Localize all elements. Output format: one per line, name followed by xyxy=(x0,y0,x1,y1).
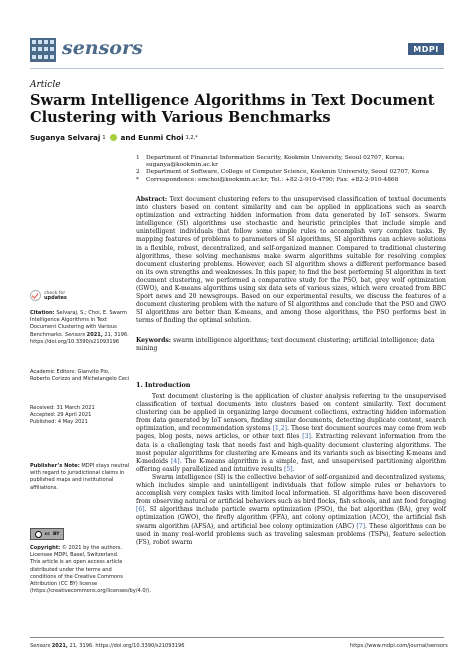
author-superscript: 1,2,* xyxy=(185,134,198,141)
citation-link[interactable]: [7] xyxy=(356,522,366,530)
citation-link[interactable]: [3] xyxy=(302,433,311,441)
check-for-updates-badge[interactable] xyxy=(30,290,67,301)
abstract-text: Text document clustering refers to the unsupervised classification of textual documents into clusters based on content similarity and can be applied in applications such as search optimization and extracting hidden information from data generated by IoT sensors. Swarm intelligence (SI) algorithms use stochastic and heuristic principles that include simple and unintelligent individuals that follow some simple rules to accomplish very complex tasks. By mapping features of problems to parameters of SI algorithms, SI algorithms can achieve solutions in a flexible, robust, decentralized, and self-organized manner. Compared to traditional clustering algorithms, these solving mechanisms make swarm algorithms suitable for resolving complex document clustering problems. However, each SI algorithm shows a different performance based on its own strengths and weaknesses. In this paper, to find the best performing SI algorithm in text document clustering, we performed a comparative study for the PSO, bat, grey wolf optimization (GWO), and K-means algorithms using six data sets of various sizes, which were created from BBC Sport news and 20 newsgroups. Based on our experimental results, we discuss the features of a document clustering problem with the nature of SI algorithms and conclude that the PSO and GWO SI algorithms are better than K-means, and among those algorithms, the PSO performs best in terms of finding the optimal solution. xyxy=(136,196,446,325)
paragraph-text: . Extracting relevant information from the data is a challenging task that needs fast and high-quality document clustering algorithms. The most popular algorithms for clustering are K-means and its variants such as bisecting K-means and K-medoids xyxy=(136,433,446,465)
citation-link[interactable]: [5] xyxy=(284,465,293,473)
footer-doi[interactable]: 21, 3196. https://doi.org/10.3390/s21093196 xyxy=(69,643,185,649)
published-date: Published: 4 May 2021 xyxy=(30,419,88,426)
abstract-label: Abstract: xyxy=(136,196,168,203)
paragraph xyxy=(136,474,446,547)
publication-dates xyxy=(30,405,130,427)
orcid-icon[interactable] xyxy=(110,134,117,141)
article-type: Article xyxy=(30,80,61,90)
publisher-note-label: Publisher’s Note: xyxy=(30,463,80,469)
copyright-block xyxy=(30,545,151,595)
affiliation-item xyxy=(136,169,446,176)
body-text xyxy=(136,393,446,547)
footer-journal-url[interactable]: https://www.mdpi.com/journal/sensors xyxy=(350,643,448,649)
cc-by-label: BY xyxy=(53,531,60,537)
publisher-note xyxy=(30,463,130,492)
keywords xyxy=(136,337,446,353)
paragraph xyxy=(136,393,446,474)
section-heading: 1. Introduction xyxy=(136,381,191,389)
cc-label: cc xyxy=(44,531,50,537)
check-updates-text xyxy=(44,291,67,301)
affiliation-text: Department of Financial Information Security, Kookmin University, Seoul 02707, Korea; suganya@kookmin.ac.kr xyxy=(146,155,405,169)
keywords-text: swarm intelligence algorithms; text document clustering; artificial intelligence; data mining xyxy=(136,337,435,353)
citation-label: Citation: xyxy=(30,310,55,316)
affiliation-mark: 1 xyxy=(136,155,140,161)
check-updates-line1: check for xyxy=(44,290,66,296)
citation-year: 2021, xyxy=(86,331,103,338)
citation-link[interactable]: [6] xyxy=(136,506,145,514)
footer-divider xyxy=(30,637,444,638)
paragraph-text: . These text document sources may come from web pages, blog posts, news articles, or other text files xyxy=(136,425,446,441)
received-date: Received: 31 March 2021 xyxy=(30,405,95,411)
publisher-note-text: MDPI stays neutral with regard to jurisdictional claims in published maps and institutional affiliations. xyxy=(30,463,130,491)
mdpi-logo[interactable]: MDPI xyxy=(408,43,444,55)
paragraph-text: Text document clustering is the application of cluster analysis referring to the unsupervised classification of textual documents into clusters based on content similarity. Text document clustering can be applied in organizing large document collections, extracting hidden information from data generated by IoT sensors, finding similar documents, detecting duplicate content, search optimization, and recommendation systems xyxy=(136,393,446,433)
header-divider xyxy=(30,68,444,69)
correspondence-text: Correspondence: emchoi@kookmin.ac.kr; Tel.: +82-2-910-4790; Fax: +82-2-910-4868 xyxy=(146,176,399,183)
accepted-date: Accepted: 29 April 2021 xyxy=(30,412,92,419)
author-list xyxy=(30,133,198,142)
author-superscript: 1 xyxy=(102,134,106,141)
cc-circle-icon xyxy=(35,531,42,538)
citation-journal: Sensors xyxy=(64,331,86,338)
footer-year: 2021, xyxy=(51,643,68,649)
citation-link[interactable]: [4] xyxy=(171,457,180,465)
paragraph-text: . The K-means algorithm is a simple, fast, and unsupervised partitioning algorithm offering easily parallelized and intuitive results xyxy=(136,457,446,473)
citation-link[interactable]: [1,2] xyxy=(272,425,288,433)
affiliations xyxy=(136,155,446,184)
paper-title: Swarm Intelligence Algorithms in Text Document Clustering with Various Benchmarks xyxy=(30,92,435,126)
copyright-label: Copyright: xyxy=(30,545,61,551)
journal-logo-icon xyxy=(30,38,56,62)
paragraph-text: . These algorithms can be used in many real-world problems such as traveling salesman problems (TSPs), feature selection (FS), robot swarm xyxy=(136,522,446,546)
journal-name: sensors xyxy=(62,37,143,59)
paragraph-text: . xyxy=(292,465,295,473)
affiliation-item xyxy=(136,177,446,184)
footer-citation xyxy=(30,643,185,649)
abstract xyxy=(136,196,446,326)
check-updates-icon xyxy=(30,290,41,301)
affiliation-item xyxy=(136,155,446,169)
citation-block xyxy=(30,310,130,346)
footer-journal: Sensors xyxy=(30,643,51,649)
affiliation-mark: * xyxy=(136,176,139,183)
author-name[interactable]: Suganya Selvaraj xyxy=(30,133,101,142)
paragraph-text: Swarm intelligence (SI) is the collective behavior of self-organized and decentralized systems, which includes simple and unintelligent individuals that follow simple rules or behaviors to accomplish very complex tasks with limited local information. SI algorithms have been discovered from observing natural or artificial behaviors such as bird flocks, fish schools, and ant food foraging xyxy=(136,473,446,506)
copyright-text: © 2021 by the authors. Licensee MDPI, Basel, Switzerland. This article is an open access article distributed under the terms and conditions of the Creative Commons Attribution (CC BY) license (https://creativecommons.org/licenses/by/4.0/). xyxy=(30,545,151,595)
affiliation-text: Department of Software, College of Computer Science, Kookmin University, Seoul 02707, Korea xyxy=(146,169,429,176)
citation-doi[interactable]: 21, 3196. https://doi.org/10.3390/s21093196 xyxy=(30,331,129,345)
citation-text: Selvaraj, S.; Choi, E. Swarm Intelligence Algorithms in Text Document Clustering with Various Benchmarks. xyxy=(30,310,127,338)
author-name[interactable]: and Eunmi Choi xyxy=(120,133,184,142)
paragraph-text: . SI algorithms include particle swarm optimization (PSO), the bat algorithm (BA), grey wolf optimization (GWO), the firefly algorithm (FFA), ant colony optimization (ACO), the artificial fish swarm algorithm (AFSA), and artificial bee colony optimization (ABC) xyxy=(136,506,446,530)
academic-editors-text: Academic Editors: Gianvito Pio, Roberto Corizzo and Michelangelo Ceci xyxy=(30,369,130,383)
academic-editors xyxy=(30,369,130,383)
affiliation-mark: 2 xyxy=(136,169,140,176)
cc-by-license-icon[interactable] xyxy=(30,528,64,540)
check-updates-line2: updates xyxy=(44,294,67,301)
keywords-label: Keywords: xyxy=(136,337,172,344)
